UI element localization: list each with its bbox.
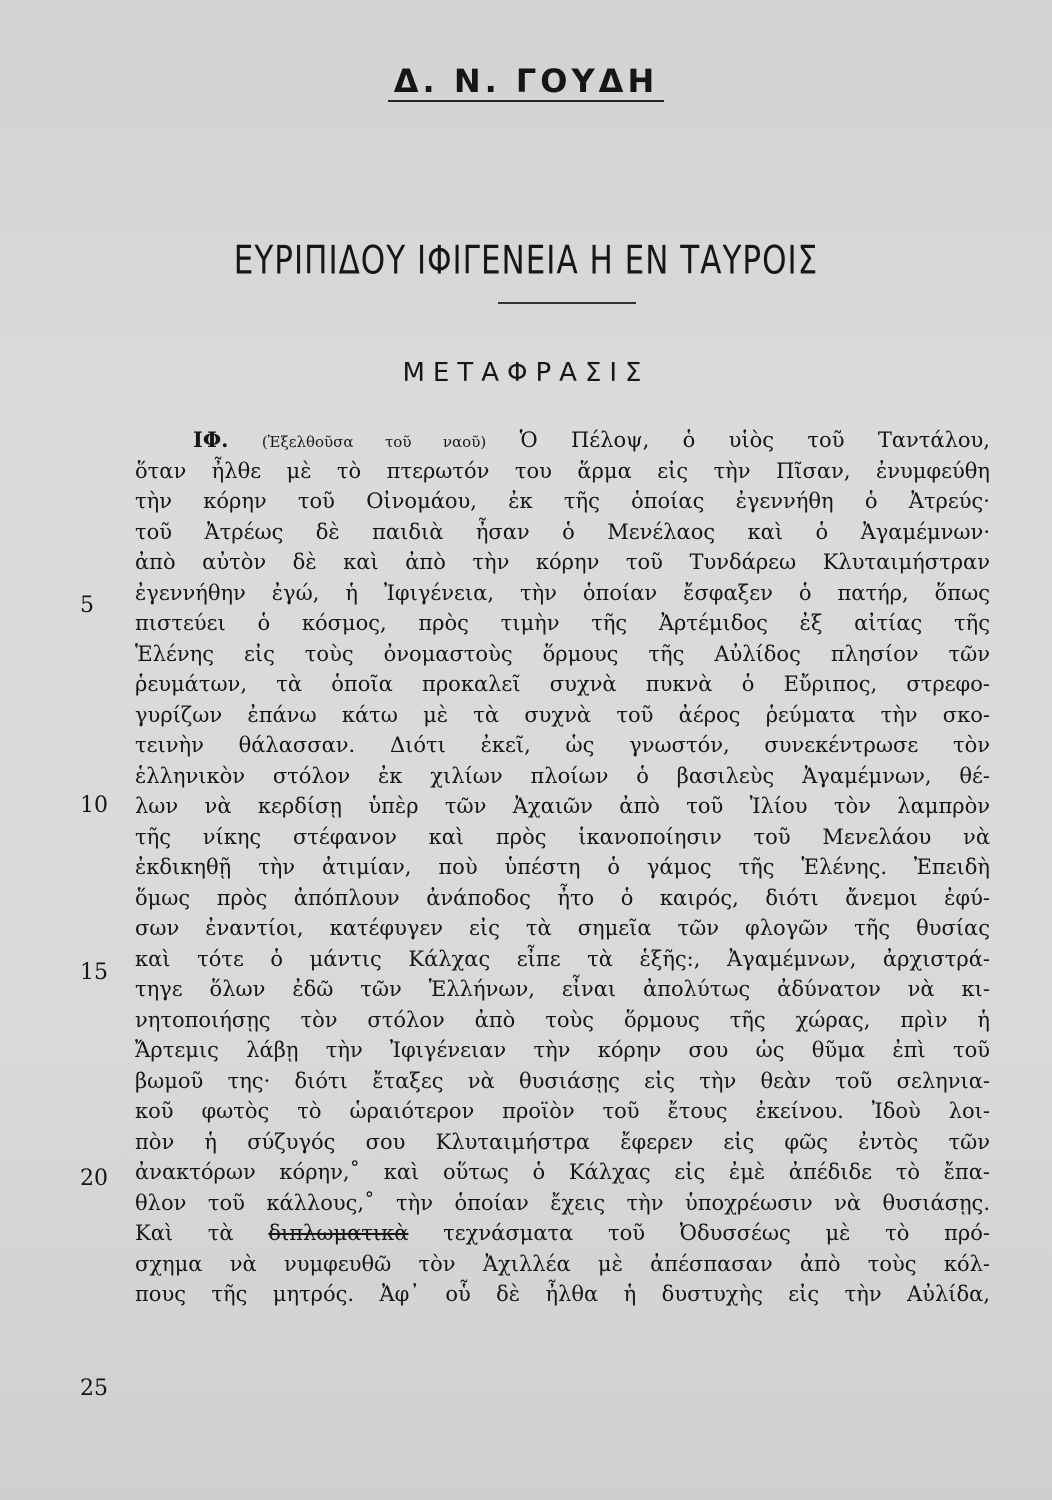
text-line: ὅταν ἦλθε μὲ τὸ πτερωτόν του ἅρμα εἰς τὴν Πῖσαν, ἐνυμφεύθη	[135, 458, 990, 483]
author-name: Δ. Ν. ΓΟΥΔΗ	[388, 62, 664, 102]
text-line: ἀνακτόρων κόρην,˚ καὶ οὕτως ὁ Κάλχας εἰς ἐμὲ ἀπέδιδε τὸ ἔπα-	[135, 1160, 990, 1184]
text-line: τοῦ Ἀτρέως δὲ παιδιὰ ἦσαν ὁ Μενέλαος καὶ ὁ Ἀγαμέμνων·	[135, 519, 990, 544]
text-line: σων ἐναντίοι, κατέφυγεν εἰς τὰ σημεῖα τῶν φλογῶν τῆς θυσίας	[135, 916, 990, 940]
text-line: ἀπὸ αὐτὸν δὲ καὶ ἀπὸ τὴν κόρην τοῦ Τυνδάρεω Κλυταιμήστραν	[135, 550, 990, 574]
text-line: καὶ τότε ὁ μάντις Κάλχας εἶπε τὰ ἑξῆς:, Ἀγαμέμνων, ἀρχιστρά-	[135, 946, 990, 971]
text-line: τῆς νίκης στέφανον καὶ πρὸς ἱκανοποίησιν τοῦ Μενελάου νὰ	[135, 824, 990, 849]
line-number: 20	[80, 1166, 108, 1191]
text-line: βωμοῦ της· διότι ἔταξες νὰ θυσιάσῃς εἰς τὴν θεὰν τοῦ σεληνια-	[135, 1068, 990, 1093]
title-rule	[498, 302, 636, 304]
struck-word: διπλωματικὰ	[268, 1221, 409, 1245]
text-line: κοῦ φωτὸς τὸ ὡραιότερον προϊὸν τοῦ ἔτους ἐκείνου. Ἰδοὺ λοι-	[135, 1099, 990, 1123]
text-line: ἐκδικηθῇ τὴν ἀτιμίαν, ποὺ ὑπέστη ὁ γάμος τῆς Ἑλένης. Ἐπειδὴ	[135, 855, 990, 879]
text-line: πους τῆς μητρός. Ἀφ᾽ οὗ δὲ ἦλθα ἡ δυστυχὴς εἰς τὴν Αὐλίδα,	[135, 1282, 990, 1306]
line-text: τεχνάσματα τοῦ Ὀδυσσέως μὲ τὸ πρό-	[443, 1221, 990, 1245]
text-line	[135, 425, 990, 456]
text-line: πὸν ἡ σύζυγός σου Κλυταιμήστρα ἔφερεν εἰς φῶς ἐντὸς τῶν	[135, 1129, 990, 1154]
text-line: τεινὴν θάλασσαν. Διότι ἐκεῖ, ὡς γνωστόν, συνεκέντρωσε τὸν	[135, 733, 990, 757]
text-line: πιστεύει ὁ κόσμος, πρὸς τιμὴν τῆς Ἀρτέμιδος ἐξ αἰτίας τῆς	[135, 611, 990, 635]
text-line: γυρίζων ἐπάνω κάτω μὲ τὰ συχνὰ τοῦ ἀέρος ῥεύματα τὴν σκο-	[135, 702, 990, 727]
text-line: Ἑλένης εἰς τοὺς ὀνομαστοὺς ὅρμους τῆς Αὐλίδος πλησίον τῶν	[135, 641, 990, 666]
text-line	[135, 1218, 990, 1249]
text-body	[135, 425, 990, 1310]
stage-direction: (Ἐξελθοῦσα τοῦ ναοῦ)	[261, 433, 487, 451]
speaker-label: ΙΦ.	[193, 427, 229, 452]
work-title: ΕΥΡΙΠΙΔΟΥ ΙΦΙΓΕΝΕΙΑ Η ΕΝ ΤΑΥΡΟΙΣ	[233, 238, 819, 284]
text-line: λων νὰ κερδίσῃ ὑπὲρ τῶν Ἀχαιῶν ἀπὸ τοῦ Ἰλίου τὸν λαμπρὸν	[135, 794, 990, 818]
line-number: 10	[80, 793, 108, 818]
section-subtitle: ΜΕΤΑΦΡΑΣΙΣ	[402, 358, 650, 388]
text-line: ὅμως πρὸς ἀπόπλουν ἀνάποδος ἦτο ὁ καιρός, διότι ἄνεμοι ἐφύ-	[135, 885, 990, 910]
text-line: ἐγεννήθην ἐγώ, ἡ Ἰφιγένεια, τὴν ὁποίαν ἔσφαξεν ὁ πατήρ, ὅπως	[135, 580, 990, 605]
text-line: τὴν κόρην τοῦ Οἰνομάου, ἐκ τῆς ὁποίας ἐγεννήθη ὁ Ἀτρεύς·	[135, 489, 990, 513]
text-line: σχημα νὰ νυμφευθῶ τὸν Ἀχιλλέα μὲ ἀπέσπασαν ἀπὸ τοὺς κόλ-	[135, 1251, 990, 1276]
line-text: Καὶ τὰ	[135, 1221, 234, 1245]
line-number: 15	[80, 960, 108, 985]
text-line: τηγε ὅλων ἐδῶ τῶν Ἑλλήνων, εἶναι ἀπολύτως ἀδύνατον νὰ κι-	[135, 977, 990, 1001]
text-line: θλον τοῦ κάλλους,˚ τὴν ὁποίαν ἔχεις τὴν ὑποχρέωσιν νὰ θυσιάσῃς.	[135, 1190, 990, 1215]
text-line: νητοποιήσῃς τὸν στόλον ἀπὸ τοὺς ὅρμους τῆς χώρας, πρὶν ἡ	[135, 1007, 990, 1032]
text-line: ῥευμάτων, τὰ ὁποῖα προκαλεῖ συχνὰ πυκνὰ ὁ Εὔριπος, στρεφο-	[135, 672, 990, 696]
line-text: Ὁ Πέλοψ, ὁ υἱὸς τοῦ Ταντάλου,	[519, 428, 990, 452]
author-heading	[0, 62, 1052, 100]
text-line: Ἄρτεμις λάβῃ τὴν Ἰφιγένειαν τὴν κόρην σου ὡς θῦμα ἐπὶ τοῦ	[135, 1038, 990, 1062]
text-line: ἑλληνικὸν στόλον ἐκ χιλίων πλοίων ὁ βασιλεὺς Ἀγαμέμνων, θέ-	[135, 763, 990, 788]
line-number: 5	[80, 593, 94, 618]
line-number: 25	[80, 1376, 108, 1401]
